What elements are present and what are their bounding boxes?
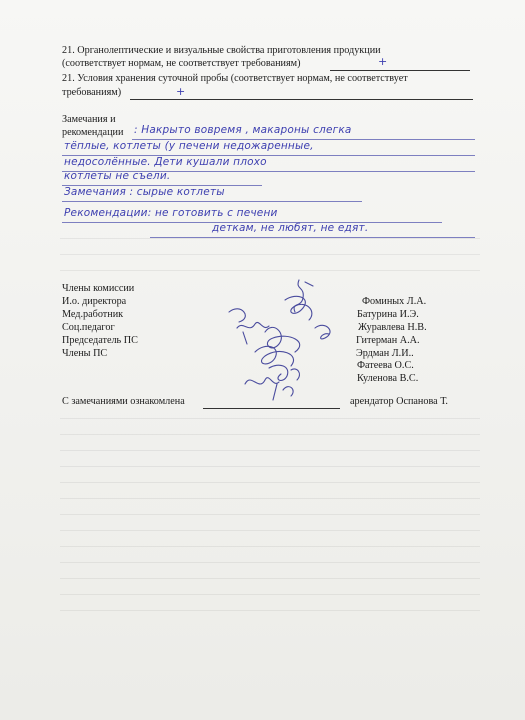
bleed-line [60,482,480,483]
tenant-name: арендатор Оспанова Т. [350,396,448,407]
remarks-label-1: Замечания и [62,114,116,125]
remark-hand-line-3: недосолённые. Дети кушали плохо [64,156,267,168]
bleed-line [60,594,480,595]
bleed-line [60,254,480,255]
commission-role: Члены ПС [62,348,108,359]
commission-name: Гитерман А.А. [356,335,420,346]
remarks-label-2: рекомендации [62,127,124,138]
bleed-line [60,434,480,435]
remark-hand-line-6: Рекомендации: не готовить с печени [64,207,278,219]
bleed-line [60,498,480,499]
commission-role: И.о. директора [62,296,127,307]
commission-name: Эрдман Л.И.. [356,348,414,359]
bleed-line [60,546,480,547]
section21a-line1: 21. Органолептические и визуальные свойства приготовления продукции [62,45,381,56]
bleed-line [60,270,480,271]
commission-name: Батурина И.Э. [357,309,419,320]
commission-name: Фоминых Л.А. [362,296,427,307]
section21a-mark: + [378,55,388,68]
remark-rule [62,201,362,202]
remark-hand-line-2: тёплые, котлеты (у печени недожаренные, [64,140,314,152]
section21b-mark: + [176,85,186,98]
bleed-line [60,514,480,515]
bleed-line [60,530,480,531]
remark-rule [150,237,475,238]
remark-hand-line-5: Замечания : сырые котлеты [64,186,225,198]
commission-name: Журавлева Н.В. [358,322,427,333]
bleed-line [60,238,480,239]
bleed-line [60,466,480,467]
section21b-line2: требованиям) [62,87,122,98]
commission-title: Члены комиссии [62,283,135,294]
bleed-line [60,562,480,563]
commission-role: Соц.педагог [62,322,115,333]
acquainted-label: С замечаниями ознакомлена [62,396,185,407]
commission-role: Председатель ПС [62,335,138,346]
bleed-line [60,418,480,419]
section21a-underline [330,70,470,71]
remark-hand-line-1: : Накрыто вовремя , макароны слегка [134,124,352,136]
commission-name: Фатеева О.С. [357,360,414,371]
section21a-line2: (соответствует нормам, не соответствует требованиям) [62,58,301,69]
commission-role: Мед.работник [62,309,124,320]
bleed-line [60,450,480,451]
remark-hand-line-4: котлеты не съели. [64,170,171,182]
section21b-line1: 21. Условия хранения суточной пробы (соответствует нормам, не соответствует [62,73,408,84]
bleed-line [60,578,480,579]
acquainted-underline [203,408,340,409]
section21b-underline [130,99,473,100]
remark-hand-line-7: деткам, не любят, не едят. [212,222,369,234]
signatures-cluster [225,272,350,412]
bleed-line [60,610,480,611]
commission-name: Куленова В.С. [357,373,419,384]
